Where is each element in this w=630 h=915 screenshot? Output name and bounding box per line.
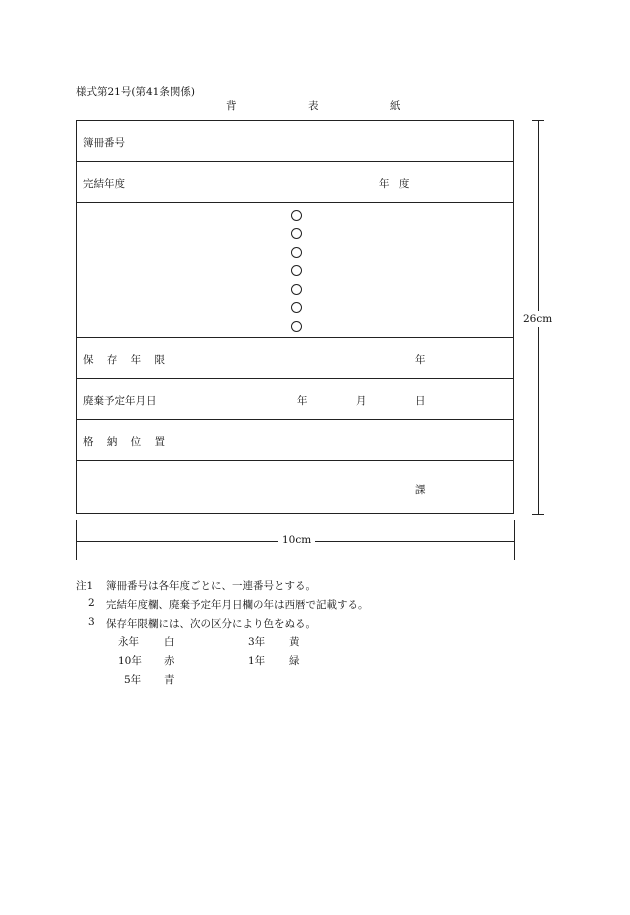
width-dimension-label: 10cm — [278, 534, 315, 546]
color-value: 赤 — [164, 655, 175, 667]
color-value: 青 — [164, 674, 175, 686]
title-placeholder-circle — [291, 284, 302, 295]
retention-period-label: 保 存 年 限 — [83, 354, 166, 366]
storage-location-row — [77, 420, 513, 461]
note-1-text: 簿冊番号は各年度ごとに、一連番号とする。 — [106, 580, 316, 592]
disposal-month-suffix: 月 — [356, 395, 367, 407]
title-char-back: 背 — [226, 100, 237, 112]
color-period: 5年 — [124, 674, 142, 686]
ledger-number-label: 簿冊番号 — [83, 137, 125, 149]
retention-period-suffix: 年 — [415, 354, 426, 366]
title-placeholder-circle — [291, 210, 302, 221]
title-area-row — [77, 203, 513, 338]
storage-location-label: 格 納 位 置 — [83, 436, 166, 448]
disposal-date-label: 廃棄予定年月日 — [83, 395, 157, 407]
color-period: 永年 — [118, 636, 139, 648]
title-placeholder-circle — [291, 321, 302, 332]
title-placeholder-circle — [291, 247, 302, 258]
color-value: 白 — [164, 636, 175, 648]
completion-year-suffix: 年 度 — [379, 178, 410, 190]
ledger-number-row — [77, 121, 513, 162]
completion-year-row — [77, 162, 513, 203]
title-placeholder-circle — [291, 302, 302, 313]
note-2-text: 完結年度欄、廃棄予定年月日欄の年は西暦で記載する。 — [106, 599, 369, 611]
color-period: 10年 — [118, 655, 142, 667]
color-value: 緑 — [289, 655, 300, 667]
note-1-marker: 注1 — [76, 580, 94, 592]
note-3-text: 保存年限欄には、次の区分により色をぬる。 — [106, 618, 316, 630]
height-dimension-tick-bottom — [532, 514, 544, 515]
note-2-marker: 2 — [88, 597, 95, 609]
title-char-paper: 紙 — [390, 100, 401, 112]
color-period: 1年 — [248, 655, 266, 667]
width-dimension-tick-left — [76, 520, 77, 560]
section-suffix: 課 — [415, 484, 426, 496]
disposal-day-suffix: 日 — [415, 395, 426, 407]
note-3-marker: 3 — [88, 616, 95, 628]
form-number: 様式第21号(第41条関係) — [76, 86, 195, 98]
title-placeholder-circle — [291, 228, 302, 239]
height-dimension-label: 26cm — [523, 313, 553, 325]
spine-cover-form — [76, 120, 514, 514]
completion-year-label: 完結年度 — [83, 178, 125, 190]
title-char-cover: 表 — [308, 100, 319, 112]
title-placeholder-circle — [291, 265, 302, 276]
retention-period-row — [77, 338, 513, 379]
color-period: 3年 — [248, 636, 266, 648]
disposal-year-suffix: 年 — [297, 395, 308, 407]
color-value: 黄 — [289, 636, 300, 648]
width-dimension-tick-right — [514, 520, 515, 560]
section-row — [77, 461, 513, 513]
disposal-date-row — [77, 379, 513, 420]
